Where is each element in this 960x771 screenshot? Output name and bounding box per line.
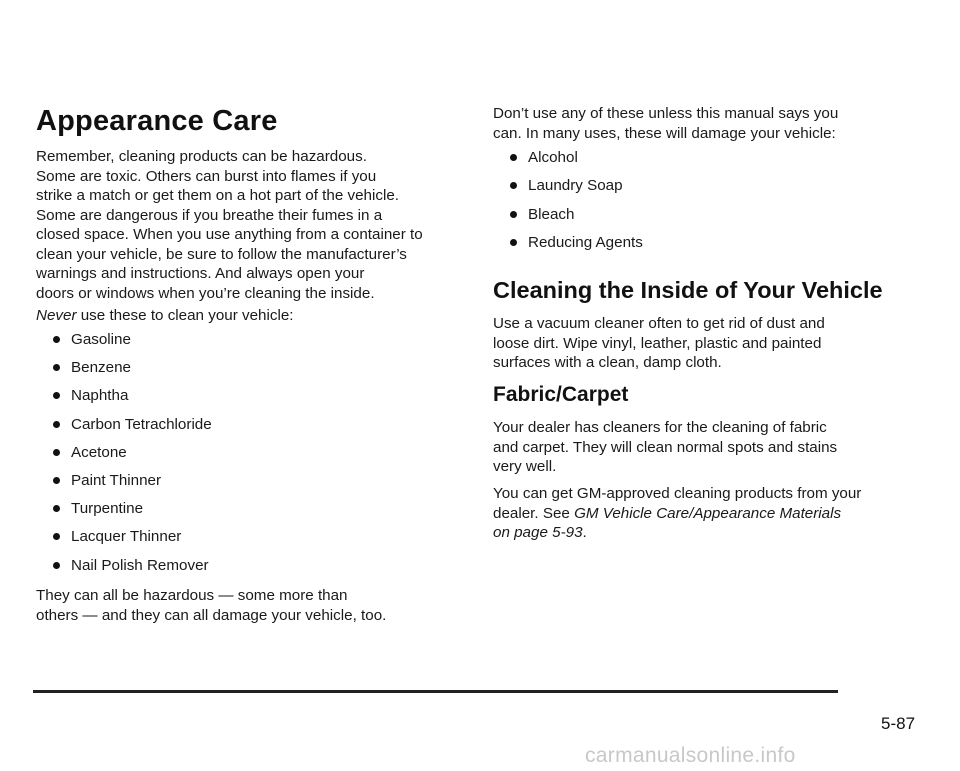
list-item: Reducing Agents	[493, 233, 643, 253]
page-number: 5-87	[881, 714, 916, 733]
dont-use-list	[493, 148, 643, 252]
list-item: Acetone	[36, 443, 212, 463]
list-item: Carbon Tetrachloride	[36, 415, 212, 435]
list-item: Alcohol	[493, 148, 643, 168]
site-watermark: carmanualsonline.info	[585, 744, 796, 767]
fabric-carpet-heading: Fabric/Carpet	[493, 383, 629, 406]
list-item: Bleach	[493, 205, 643, 225]
list-item: Nail Polish Remover	[36, 556, 212, 576]
dont-use-paragraph: Don’t use any of these unless this manual says you can. In many uses, these will damage your vehicle:	[493, 105, 839, 142]
gm-products-paragraph: You can get GM-approved cleaning products from your dealer. See GM Vehicle Care/Appearance Materials on page 5-93.	[493, 485, 862, 541]
never-use-list	[36, 330, 212, 575]
list-item: Benzene	[36, 358, 212, 378]
never-word: Never	[36, 307, 77, 324]
list-item: Laundry Soap	[493, 176, 643, 196]
list-item: Paint Thinner	[36, 471, 212, 491]
list-item: Gasoline	[36, 330, 212, 350]
list-item: Lacquer Thinner	[36, 527, 212, 547]
appearance-care-heading: Appearance Care	[36, 105, 278, 137]
page-reference: on page 5-93	[493, 524, 583, 541]
never-use-sentence: Never use these to clean your vehicle:	[36, 307, 294, 324]
closing-paragraph: They can all be hazardous — some more than others — and they can all damage your vehicle, too.	[36, 587, 387, 624]
inside-paragraph: Use a vacuum cleaner often to get rid of dust and loose dirt. Wipe vinyl, leather, plastic and painted surfaces with a clean, damp cloth.	[493, 315, 825, 371]
footer-rule	[33, 690, 838, 693]
list-item: Turpentine	[36, 499, 212, 519]
list-item: Naphtha	[36, 386, 212, 406]
intro-paragraph: Remember, cleaning products can be hazardous. Some are toxic. Others can burst into flames if you strike a match or get them on a hot part of the vehicle. Some are dangerous if you breathe their fumes in a closed space. When you use anything from a container to clean your vehicle, be sure to follow the manufacturer’s warnings and instructions. And always open your doors or windows when you’re cleaning the inside.	[36, 148, 423, 302]
fabric-paragraph: Your dealer has cleaners for the cleaning of fabric and carpet. They will clean normal spots and stains very well.	[493, 419, 838, 475]
cleaning-inside-heading: Cleaning the Inside of Your Vehicle	[493, 277, 883, 303]
gm-materials-reference: GM Vehicle Care/Appearance Materials	[574, 504, 842, 522]
